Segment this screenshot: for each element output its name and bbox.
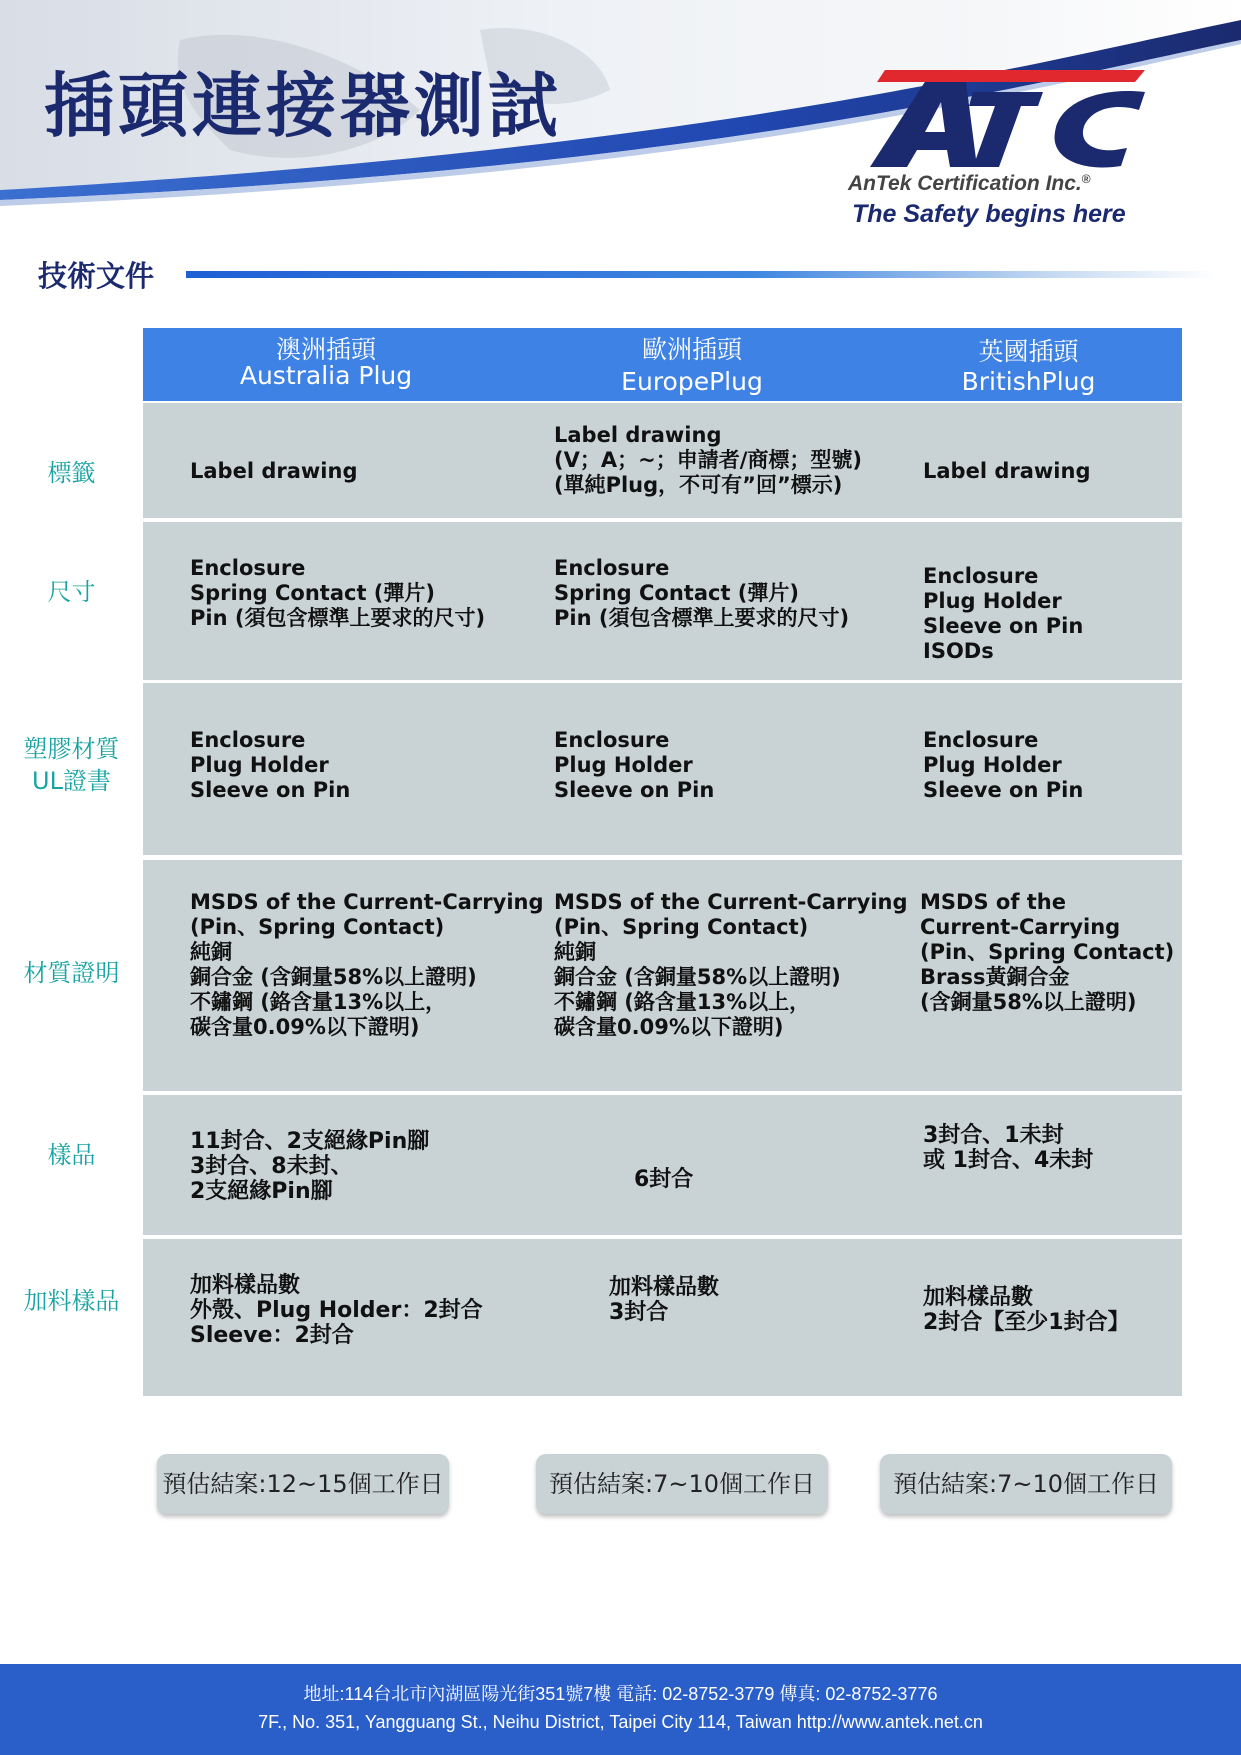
cell-label-europe — [554, 423, 862, 498]
footer — [0, 1664, 1241, 1755]
row-label-size — [0, 576, 143, 608]
table-row-sample — [143, 1095, 1182, 1235]
cell-material-proof-british — [920, 890, 1174, 1015]
row-label-line: 標籤 — [47, 459, 96, 487]
table-row-size — [143, 522, 1182, 680]
estimate-australia: 預估結案:12~15個工作日 — [157, 1454, 449, 1514]
cell-plastic-material-australia — [190, 728, 350, 803]
cell-extra-sample-australia — [190, 1273, 483, 1348]
cell-label-australia — [190, 459, 357, 484]
cell-line: Spring Contact (彈片) — [554, 581, 799, 605]
section-divider — [186, 271, 1216, 278]
cell-line: 純銅 — [554, 940, 596, 964]
cell-extra-sample-british — [923, 1285, 1130, 1335]
cell-line: 3封合、1未封 — [923, 1123, 1064, 1148]
cell-line: MSDS of the Current-Carrying — [554, 890, 908, 914]
cell-line: 純銅 — [190, 940, 232, 964]
row-label-line: 尺寸 — [47, 578, 96, 606]
cell-line: (單純Plug，不可有”回”標示) — [554, 473, 843, 497]
table-row-material-proof — [143, 860, 1182, 1091]
cell-line: Sleeve on Pin — [190, 778, 351, 802]
cell-line: ISODs — [923, 639, 994, 663]
row-label-line: UL證書 — [32, 767, 111, 795]
cell-line: (含銅量58%以上證明) — [920, 990, 1137, 1014]
cell-line: 加料樣品數 — [923, 1285, 1034, 1310]
column-header-zh: 歐洲插頭 — [641, 335, 742, 364]
logo-company-name: AnTek Certification Inc.® — [848, 172, 1091, 195]
row-label-line: 材質證明 — [23, 959, 120, 987]
cell-plastic-material-british — [923, 728, 1083, 803]
column-header-en: Australia Plug — [239, 361, 413, 390]
row-label-line: 加料樣品 — [23, 1287, 120, 1315]
cell-line: 不鏽鋼 (鉻含量13%以上， — [190, 990, 447, 1014]
cell-line: Sleeve on Pin — [923, 778, 1084, 802]
logo-letters: ATC — [845, 62, 847, 63]
table-row-label — [143, 403, 1182, 518]
cell-line: 不鏽鋼 (鉻含量13%以上， — [554, 990, 811, 1014]
cell-line: Label drawing — [923, 459, 1091, 483]
footer-address-zh: 地址:114台北市內湖區陽光街351號7樓 電話: 02-8752-3779 傳真: 02-8752-3776 — [303, 1684, 938, 1704]
cell-line: 加料樣品數 — [190, 1273, 301, 1298]
column-header-en: EuropePlug — [621, 367, 763, 396]
cell-line: Pin (須包含標準上要求的尺寸) — [190, 606, 486, 630]
cell-line: 3封合、8未封、 — [190, 1154, 353, 1179]
cell-line: Plug Holder — [923, 589, 1062, 613]
row-label-material-proof — [0, 957, 143, 989]
cell-line: 外殼、Plug Holder：2封合 — [190, 1298, 483, 1323]
cell-material-proof-australia — [190, 890, 544, 1040]
cell-line: Brass黃銅合金 — [920, 965, 1070, 989]
cell-line: 碳含量0.09%以下證明) — [554, 1015, 784, 1039]
row-label-line: 塑膠材質 — [23, 735, 120, 763]
cell-size-british — [923, 564, 1083, 664]
footer-address-en: 7F., No. 351, Yangguang St., Neihu District, Taipei City 114, Taiwan http://www.antek.net.cn — [258, 1712, 983, 1732]
cell-size-europe — [554, 556, 849, 631]
row-label-label — [0, 457, 143, 489]
row-label-line: 樣品 — [47, 1141, 96, 1169]
cell-line: Pin (須包含標準上要求的尺寸) — [554, 606, 850, 630]
column-header-en: BritishPlug — [961, 367, 1096, 396]
estimate-british: 預估結案:7~10個工作日 — [880, 1454, 1172, 1514]
cell-line: 11封合、2支絕緣Pin腳 — [190, 1129, 430, 1154]
table-row-extra-sample — [143, 1239, 1182, 1396]
cell-line: Label drawing — [190, 459, 358, 483]
cell-line: Sleeve on Pin — [554, 778, 715, 802]
column-header-australia — [143, 328, 509, 401]
cell-line: Spring Contact (彈片) — [190, 581, 435, 605]
cell-plastic-material-europe — [554, 728, 714, 803]
cell-sample-british — [923, 1123, 1093, 1173]
column-header-zh: 澳洲插頭 — [275, 335, 376, 364]
cell-size-australia — [190, 556, 485, 631]
cell-line: MSDS of the Current-Carrying — [190, 890, 544, 914]
logo-slogan: The Safety begins here — [852, 200, 1126, 228]
registered-mark: ® — [1081, 172, 1091, 186]
cell-line: Enclosure — [190, 556, 306, 580]
cell-line: Current-Carrying — [920, 915, 1121, 939]
column-header-europe — [509, 328, 875, 401]
cell-line: (Pin、Spring Contact) — [190, 915, 445, 939]
cell-line: 加料樣品數 — [609, 1275, 720, 1300]
cell-line: Label drawing — [554, 423, 722, 447]
cell-line: Sleeve on Pin — [923, 614, 1084, 638]
row-label-sample — [0, 1139, 143, 1171]
cell-sample-europe — [634, 1167, 693, 1192]
cell-line: Sleeve：2封合 — [190, 1323, 354, 1348]
cell-line: 2封合【至少1封合】 — [923, 1310, 1130, 1335]
cell-line: 碳含量0.09%以下證明) — [190, 1015, 420, 1039]
cell-line: (V；A；~；申請者/商標；型號) — [554, 448, 862, 472]
column-header-british — [875, 328, 1182, 401]
cell-label-british — [923, 459, 1090, 484]
cell-line: Plug Holder — [554, 753, 693, 777]
cell-extra-sample-europe — [609, 1275, 719, 1325]
page-title: 插頭連接器測試 — [44, 65, 562, 147]
cell-line: Enclosure — [923, 728, 1039, 752]
cell-line: 6封合 — [634, 1167, 694, 1192]
row-label-extra-sample — [0, 1285, 143, 1317]
row-label-plastic-material — [0, 733, 143, 797]
cell-material-proof-europe — [554, 890, 908, 1040]
cell-line: (Pin、Spring Contact) — [920, 940, 1175, 964]
cell-line: 2支絕緣Pin腳 — [190, 1179, 333, 1204]
table-row-plastic-material — [143, 683, 1182, 855]
cell-line: (Pin、Spring Contact) — [554, 915, 809, 939]
cell-line: Enclosure — [554, 556, 670, 580]
cell-line: 3封合 — [609, 1300, 669, 1325]
cell-line: 銅合金 (含銅量58%以上證明) — [554, 965, 841, 989]
cell-line: Plug Holder — [923, 753, 1062, 777]
cell-line: Plug Holder — [190, 753, 329, 777]
cell-line: Enclosure — [923, 564, 1039, 588]
cell-line: Enclosure — [190, 728, 306, 752]
cell-line: MSDS of the — [920, 890, 1066, 914]
estimate-europe: 預估結案:7~10個工作日 — [536, 1454, 828, 1514]
section-title: 技術文件 — [38, 259, 155, 293]
cell-line: 或 1封合、4未封 — [923, 1148, 1094, 1173]
cell-line: Enclosure — [554, 728, 670, 752]
cell-sample-australia — [190, 1129, 429, 1204]
column-header-zh: 英國插頭 — [978, 337, 1079, 366]
cell-line: 銅合金 (含銅量58%以上證明) — [190, 965, 477, 989]
